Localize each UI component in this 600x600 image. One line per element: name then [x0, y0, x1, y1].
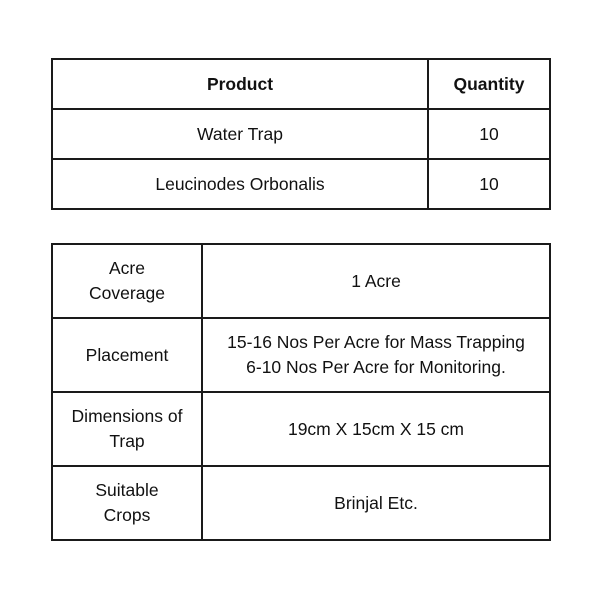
- spec-value-placement: [202, 318, 550, 392]
- quantity-header: Quantity: [428, 59, 550, 109]
- spec-value-line: 6-10 Nos Per Acre for Monitoring.: [246, 357, 506, 377]
- spec-label-line: Crops: [103, 505, 151, 525]
- spec-label-placement: [52, 318, 202, 392]
- spec-label-suitable-crops: [52, 466, 202, 540]
- spec-label-line: Coverage: [89, 283, 165, 303]
- table-row: [52, 392, 550, 466]
- table-row: [52, 318, 550, 392]
- spec-label-line: Placement: [85, 344, 169, 365]
- product-cell: Leucinodes Orbonalis: [52, 159, 428, 209]
- spec-value-line: 19cm X 15cm X 15 cm: [287, 418, 465, 439]
- product-cell: Water Trap: [52, 109, 428, 159]
- quantity-cell: 10: [428, 159, 550, 209]
- spec-value-line: 1 Acre: [351, 270, 401, 291]
- spec-value-acre-coverage: [202, 244, 550, 318]
- spec-label-line: Trap: [109, 431, 145, 451]
- spec-value-dimensions: [202, 392, 550, 466]
- product-header: Product: [52, 59, 428, 109]
- spec-label-dimensions: [52, 392, 202, 466]
- table-row: [52, 109, 550, 159]
- spec-value-line: Brinjal Etc.: [334, 492, 418, 513]
- spec-label-line: Acre: [109, 258, 145, 278]
- spec-label-line: Suitable: [95, 480, 159, 500]
- spec-value-suitable-crops: [202, 466, 550, 540]
- quantity-cell: 10: [428, 109, 550, 159]
- spec-label-line: Dimensions of: [71, 406, 183, 426]
- specifications-table: [51, 243, 551, 541]
- table-header-row: [52, 59, 550, 109]
- table-row: [52, 159, 550, 209]
- table-row: [52, 466, 550, 540]
- spec-value-line: 15-16 Nos Per Acre for Mass Trapping: [227, 332, 525, 352]
- table-row: [52, 244, 550, 318]
- product-quantity-table: [51, 58, 551, 210]
- spec-label-acre-coverage: [52, 244, 202, 318]
